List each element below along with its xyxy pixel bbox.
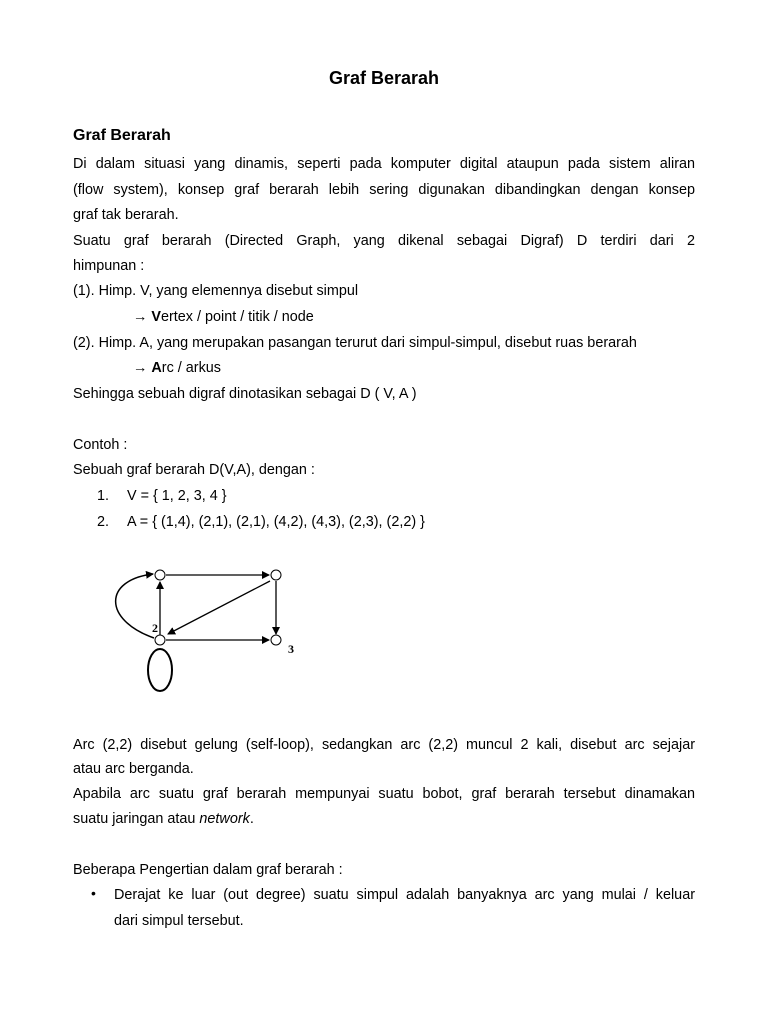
example-item	[97, 486, 227, 506]
network-line-2	[73, 809, 254, 829]
edge-2-1-parallel	[116, 574, 154, 638]
network-text: suatu jaringan atau	[73, 811, 200, 827]
network-period: .	[249, 811, 254, 827]
definition-item-2: (2). Himp. A, yang merupakan pasangan terurut dari simpul-simpul, disebut ruas berarah	[73, 335, 637, 351]
list-text: A = { (1,4), (2,1), (2,1), (4,2), (4,3), (2,3), (2,2) }	[127, 514, 425, 530]
section-heading: Graf Berarah	[73, 127, 171, 144]
node-3	[271, 635, 281, 645]
self-loop-line-2: atau arc berganda.	[73, 761, 194, 777]
node-1	[155, 570, 165, 580]
bullet-symbol: •	[91, 885, 96, 901]
example-intro: Sebuah graf berarah D(V,A), dengan :	[73, 462, 315, 478]
arc-rest-text: rc / arkus	[161, 360, 221, 376]
out-degree-line-2: dari simpul tersebut.	[114, 913, 244, 929]
out-degree-line-1: Derajat ke luar (out degree) suatu simpul adalah banyaknya arc yang mulai / keluar	[114, 887, 695, 903]
network-italic: network	[199, 811, 250, 827]
example-label: Contoh :	[73, 437, 128, 453]
arrow-symbol: →	[133, 360, 148, 376]
list-number: 2.	[97, 514, 110, 530]
self-loop-2-2	[148, 649, 172, 691]
notation-line: Sehingga sebuah digraf dinotasikan sebagai D ( V, A )	[73, 386, 417, 402]
definition-line-2: himpunan :	[73, 258, 145, 274]
arc-arrow-line	[133, 358, 221, 378]
node-4	[271, 570, 281, 580]
list-number: 1.	[97, 488, 110, 504]
vertex-bold-letter: V	[151, 309, 161, 325]
directed-graph-diagram	[108, 560, 318, 700]
intro-line-1: Di dalam situasi yang dinamis, seperti pada komputer digital ataupun pada sistem aliran	[73, 156, 695, 172]
list-text: V = { 1, 2, 3, 4 }	[127, 488, 227, 504]
arc-bold-letter: A	[151, 360, 162, 376]
definition-item-1: (1). Himp. V, yang elemennya disebut simpul	[73, 283, 359, 299]
example-item	[97, 512, 425, 532]
definition-line-1: Suatu graf berarah (Directed Graph, yang dikenal sebagai Digraf) D terdiri dari 2	[73, 233, 695, 249]
edge-4-2	[168, 581, 270, 634]
arrow-symbol: →	[133, 309, 148, 325]
node-label-2: 2	[152, 621, 158, 635]
intro-line-3: graf tak berarah.	[73, 207, 179, 223]
definitions-intro: Beberapa Pengertian dalam graf berarah :	[73, 862, 343, 878]
intro-line-2: (flow system), konsep graf berarah lebih sering digunakan dibandingkan dengan konsep	[73, 182, 695, 198]
page-title: Graf Berarah	[328, 68, 440, 88]
node-label-3: 3	[288, 642, 294, 656]
vertex-arrow-line	[133, 307, 314, 327]
self-loop-line-1: Arc (2,2) disebut gelung (self-loop), sedangkan arc (2,2) muncul 2 kali, disebut arc sejajar	[73, 737, 695, 753]
node-2	[155, 635, 165, 645]
vertex-rest-text: ertex / point / titik / node	[161, 309, 314, 325]
network-line-1: Apabila arc suatu graf berarah mempunyai suatu bobot, graf berarah tersebut dinamakan	[73, 786, 695, 802]
